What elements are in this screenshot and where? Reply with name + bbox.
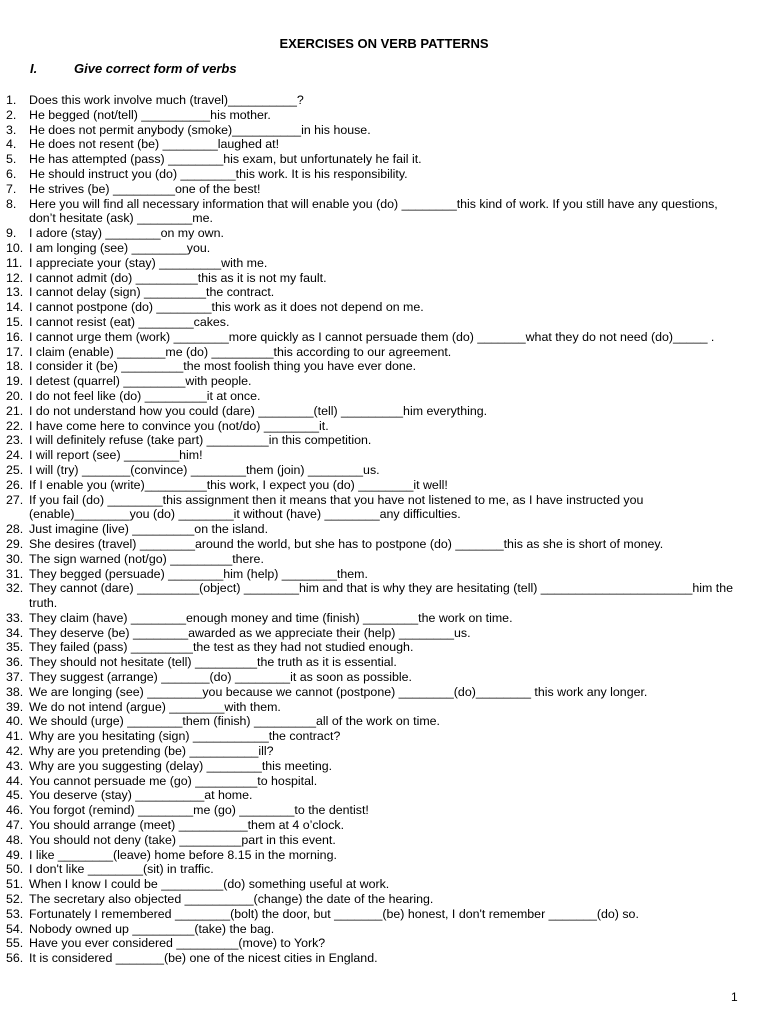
exercise-number: 26. <box>6 477 24 492</box>
exercise-text: Nobody owned up _________(take) the bag. <box>29 921 275 936</box>
exercise-number: 41. <box>6 729 24 744</box>
exercise-number: 22. <box>6 418 24 433</box>
exercise-item <box>6 567 740 582</box>
exercise-item <box>6 241 740 256</box>
exercise-number: 5. <box>6 152 17 167</box>
exercise-text: We should (urge) ________them (finish) _________all of the work on time. <box>29 714 440 729</box>
exercise-item <box>6 670 740 685</box>
exercise-text: When I know I could be _________(do) something useful at work. <box>29 877 390 892</box>
exercise-item <box>6 463 740 478</box>
exercise-text: They failed (pass) _________the test as they had not studied enough. <box>29 640 414 655</box>
exercise-text: I am longing (see) ________you. <box>29 240 211 255</box>
exercise-number: 46. <box>6 803 24 818</box>
exercise-text: They should not hesitate (tell) _________the truth as it is essential. <box>29 655 397 670</box>
exercise-item <box>6 256 740 271</box>
exercise-number: 18. <box>6 359 24 374</box>
exercise-number: 55. <box>6 936 24 951</box>
exercise-item <box>6 123 740 138</box>
exercise-item <box>6 137 740 152</box>
exercise-text: I don't like ________(sit) in traffic. <box>29 862 214 877</box>
exercise-item <box>6 389 740 404</box>
exercise-number: 52. <box>6 892 24 907</box>
exercise-text: He has attempted (pass) ________his exam, but unfortunately he fail it. <box>29 152 422 167</box>
exercise-item <box>6 774 740 789</box>
exercise-item <box>6 552 740 567</box>
exercise-text: I will definitely refuse (take part) _________in this competition. <box>29 433 372 448</box>
exercise-text: He should instruct you (do) ________this work. It is his responsibility. <box>29 166 408 181</box>
exercise-number: 34. <box>6 625 24 640</box>
exercise-text: I cannot admit (do) _________this as it is not my fault. <box>29 270 327 285</box>
exercise-item <box>6 640 740 655</box>
exercise-number: 14. <box>6 300 24 315</box>
exercise-list <box>6 93 740 966</box>
exercise-text: Have you ever considered _________(move) to York? <box>29 936 326 951</box>
exercise-number: 10. <box>6 240 24 255</box>
exercise-number: 47. <box>6 818 24 833</box>
exercise-item <box>6 315 740 330</box>
exercise-item <box>6 493 740 523</box>
exercise-text: He does not permit anybody (smoke)__________in his house. <box>29 122 371 137</box>
exercise-item <box>6 892 740 907</box>
exercise-item <box>6 848 740 863</box>
exercise-text: They cannot (dare) _________(object) ________him and that is why they are hesitating (tell) ______________________him the truth. <box>29 581 734 611</box>
exercise-number: 3. <box>6 122 17 137</box>
exercise-text: I will (try) _______(convince) ________them (join) ________us. <box>29 462 380 477</box>
exercise-number: 38. <box>6 684 24 699</box>
exercise-text: I appreciate your (stay) _________with me. <box>29 255 268 270</box>
exercise-text: Just imagine (live) _________on the island. <box>29 522 269 537</box>
exercise-number: 35. <box>6 640 24 655</box>
exercise-text: I claim (enable) _______me (do) _________this according to our agreement. <box>29 344 452 359</box>
exercise-text: Does this work involve much (travel)__________? <box>29 93 304 107</box>
exercise-number: 31. <box>6 566 24 581</box>
exercise-number: 24. <box>6 448 24 463</box>
exercise-text: You forgot (remind) ________me (go) ________to the dentist! <box>29 803 369 818</box>
exercise-item <box>6 922 740 937</box>
exercise-item <box>6 359 740 374</box>
exercise-text: She desires (travel) ________around the world, but she has to postpone (do) _______this as she is short of money. <box>29 536 664 551</box>
exercise-text: I detest (quarrel) _________with people. <box>29 374 252 389</box>
exercise-text: They begged (persuade) ________him (help) ________them. <box>29 566 368 581</box>
exercise-number: 54. <box>6 921 24 936</box>
exercise-text: I cannot postpone (do) ________this work as it does not depend on me. <box>29 300 424 315</box>
exercise-item <box>6 167 740 182</box>
exercise-item <box>6 522 740 537</box>
exercise-number: 48. <box>6 832 24 847</box>
exercise-number: 42. <box>6 744 24 759</box>
exercise-number: 11. <box>6 255 23 270</box>
exercise-text: We do not intend (argue) ________with them. <box>29 699 281 714</box>
exercise-number: 32. <box>6 581 24 596</box>
exercise-number: 40. <box>6 714 24 729</box>
exercise-number: 9. <box>6 226 17 241</box>
exercise-item <box>6 226 740 241</box>
exercise-number: 28. <box>6 522 24 537</box>
exercise-number: 51. <box>6 877 24 892</box>
exercise-item <box>6 685 740 700</box>
exercise-number: 33. <box>6 610 24 625</box>
exercise-item <box>6 433 740 448</box>
exercise-number: 20. <box>6 388 24 403</box>
exercise-text: If I enable you (write)_________this work, I expect you (do) ________it well! <box>29 477 448 492</box>
exercise-item <box>6 714 740 729</box>
page-number: 1 <box>731 990 738 1004</box>
exercise-text: I cannot delay (sign) _________the contract. <box>29 285 275 300</box>
exercise-text: I do not understand how you could (dare) ________(tell) _________him everything. <box>29 403 488 418</box>
exercise-item <box>6 537 740 552</box>
exercise-text: It is considered _______(be) one of the nicest cities in England. <box>29 951 378 966</box>
exercise-text: I cannot resist (eat) ________cakes. <box>29 314 230 329</box>
exercise-text: He begged (not/tell) __________his mother. <box>29 107 271 122</box>
exercise-item <box>6 611 740 626</box>
exercise-number: 56. <box>6 951 24 966</box>
exercise-number: 49. <box>6 847 24 862</box>
exercise-number: 37. <box>6 670 24 685</box>
exercise-number: 44. <box>6 773 24 788</box>
exercise-number: 45. <box>6 788 24 803</box>
exercise-number: 8. <box>6 196 17 211</box>
exercise-number: 13. <box>6 285 24 300</box>
exercise-number: 16. <box>6 329 24 344</box>
exercise-text: You cannot persuade me (go) _________to hospital. <box>29 773 318 788</box>
exercise-item <box>6 152 740 167</box>
exercise-text: The sign warned (not/go) _________there. <box>29 551 264 566</box>
exercise-text: Why are you hesitating (sign) ___________the contract? <box>29 729 341 744</box>
exercise-item <box>6 581 740 611</box>
exercise-number: 7. <box>6 181 17 196</box>
exercise-text: I have come here to convince you (not/do) ________it. <box>29 418 329 433</box>
exercise-number: 4. <box>6 137 17 152</box>
exercise-item <box>6 108 740 123</box>
exercise-item <box>6 300 740 315</box>
exercise-text: You deserve (stay) __________at home. <box>29 788 253 803</box>
exercise-text: The secretary also objected __________(change) the date of the hearing. <box>29 892 434 907</box>
exercise-item <box>6 419 740 434</box>
exercise-number: 36. <box>6 655 24 670</box>
exercise-number: 2. <box>6 107 17 122</box>
exercise-text: They suggest (arrange) _______(do) ________it as soon as possible. <box>29 670 412 685</box>
exercise-item <box>6 744 740 759</box>
exercise-text: I like ________(leave) home before 8.15 in the morning. <box>29 847 337 862</box>
exercise-text: Fortunately I remembered ________(bolt) the door, but _______(be) honest, I don't remember _______(do) so. <box>29 906 639 921</box>
exercise-item <box>6 788 740 803</box>
section-number: I. <box>30 61 38 76</box>
exercise-item <box>6 93 740 108</box>
exercise-item <box>6 478 740 493</box>
exercise-number: 17. <box>6 344 24 359</box>
exercise-number: 30. <box>6 551 24 566</box>
exercise-item <box>6 626 740 641</box>
exercise-item <box>6 374 740 389</box>
exercise-number: 43. <box>6 758 24 773</box>
exercise-text: I cannot urge them (work) ________more quickly as I cannot persuade them (do) _______what they do not need (do)_____ . <box>29 329 715 344</box>
exercise-number: 15. <box>6 314 24 329</box>
exercise-item <box>6 951 740 966</box>
exercise-number: 12. <box>6 270 24 285</box>
exercise-number: 25. <box>6 462 24 477</box>
exercise-item <box>6 877 740 892</box>
exercise-number: 19. <box>6 374 24 389</box>
exercise-number: 6. <box>6 166 17 181</box>
exercise-text: You should arrange (meet) __________them at 4 o’clock. <box>29 818 345 833</box>
exercise-item <box>6 197 740 227</box>
exercise-text: I consider it (be) _________the most foolish thing you have ever done. <box>29 359 417 374</box>
exercise-number: 29. <box>6 536 24 551</box>
page-title: EXERCISES ON VERB PATTERNS <box>279 36 489 51</box>
exercise-item <box>6 862 740 877</box>
exercise-item <box>6 345 740 360</box>
exercise-number: 39. <box>6 699 24 714</box>
exercise-text: They deserve (be) ________awarded as we appreciate their (help) ________us. <box>29 625 471 640</box>
exercise-item <box>6 285 740 300</box>
exercise-number: 50. <box>6 862 24 877</box>
exercise-text: Why are you suggesting (delay) ________this meeting. <box>29 758 333 773</box>
exercise-item <box>6 448 740 463</box>
exercise-text: You should not deny (take) _________part in this event. <box>29 832 336 847</box>
exercise-text: I will report (see) ________him! <box>29 448 203 463</box>
exercise-item <box>6 833 740 848</box>
exercise-number: 1. <box>6 93 17 107</box>
exercise-number: 21. <box>6 403 24 418</box>
exercise-item <box>6 330 740 345</box>
exercise-item <box>6 182 740 197</box>
exercise-text: They claim (have) ________enough money and time (finish) ________the work on time. <box>29 610 513 625</box>
exercise-item <box>6 907 740 922</box>
section-title: Give correct form of verbs <box>74 61 237 76</box>
exercise-text: Here you will find all necessary information that will enable you (do) ________this kind of work. If you still have any questions, don’t hesitate (ask) ________me. <box>29 196 718 226</box>
exercise-item <box>6 936 740 951</box>
exercise-text: We are longing (see) ________you because we cannot (postpone) ________(do)________ this work any longer. <box>29 684 648 699</box>
exercise-text: He does not resent (be) ________laughed at! <box>29 137 280 152</box>
exercise-text: Why are you pretending (be) __________ill? <box>29 744 274 759</box>
exercise-item <box>6 700 740 715</box>
exercise-number: 27. <box>6 492 24 507</box>
exercise-text: If you fail (do) ________this assignment then it means that you have not listened to me, as I have instructed you (enable)________you (do) ________it without (have) ________any difficulties. <box>29 492 644 522</box>
exercise-item <box>6 271 740 286</box>
exercise-item <box>6 655 740 670</box>
exercise-item <box>6 759 740 774</box>
exercise-text: He strives (be) _________one of the best! <box>29 181 261 196</box>
exercise-number: 53. <box>6 906 24 921</box>
exercise-item <box>6 803 740 818</box>
exercise-item <box>6 404 740 419</box>
exercise-text: I adore (stay) ________on my own. <box>29 226 224 241</box>
exercise-number: 23. <box>6 433 24 448</box>
section-heading <box>30 61 237 76</box>
exercise-item <box>6 729 740 744</box>
exercise-item <box>6 818 740 833</box>
exercise-text: I do not feel like (do) _________it at once. <box>29 388 261 403</box>
